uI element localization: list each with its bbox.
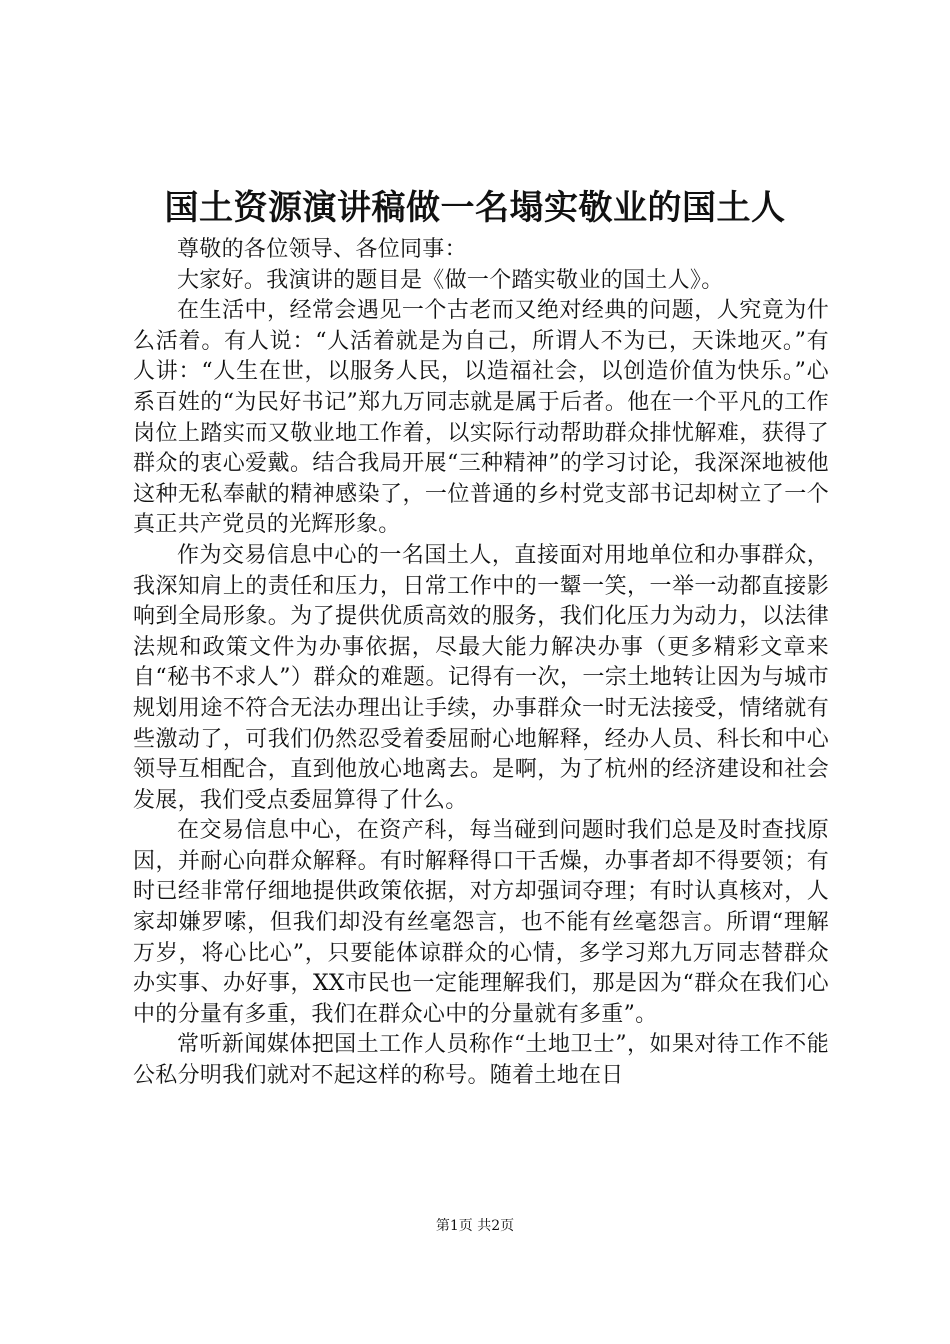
- document-title: 国土资源演讲稿做一名塌实敬业的国土人: [164, 188, 786, 228]
- body-paragraph: 在生活中，经常会遇见一个古老而又绝对经典的问题，人究竟为什么活着。有人说：“人活着就是为自己，所谓人不为已，天诛地灭。”有人讲：“人生在世，以服务人民，以造福社会，以创造价值为快乐。”心系百姓的“为民好书记”郑九万同志就是属于后者。他在一个平凡的工作岗位上踏实而又敬业地工作着，以实际行动帮助群众排忧解难，获得了群众的衷心爱戴。结合我局开展“三种精神”的学习讨论，我深深地被他这种无私奉献的精神感染了，一位普通的乡村党支部书记却树立了一个真正共产党员的光辉形象。: [133, 298, 829, 538]
- page-number-label: 第1页 共2页: [435, 1218, 515, 1234]
- document-body: [133, 235, 829, 1092]
- body-paragraph: 常听新闻媒体把国土工作人员称作“土地卫士”，如果对待工作不能公私分明我们就对不起这样的称号。随着土地在日: [133, 1032, 829, 1089]
- salutation-paragraph: 尊敬的各位领导、各位同事：: [177, 237, 467, 262]
- greeting-paragraph: 大家好。我演讲的题目是《做一个踏实敬业的国土人》。: [177, 267, 724, 293]
- body-paragraph: 作为交易信息中心的一名国土人，直接面对用地单位和办事群众，我深知肩上的责任和压力，日常工作中的一颦一笑，一举一动都直接影响到全局形象。为了提供优质高效的服务，我们化压力为动力，以法律法规和政策文件为办事依据，尽最大能力解决办事（更多精彩文章来自“秘书不求人”）群众的难题。记得有一次，一宗土地转让因为与城市规划用途不符合无法办理出让手续，办事群众一时无法接受，情绪就有些激动了，可我们仍然忍受着委屈耐心地解释，经办人员、科长和中心领导互相配合，直到他放心地离去。是啊，为了杭州的经济建设和社会发展，我们受点委屈算得了什么。: [133, 542, 829, 813]
- body-paragraph: 在交易信息中心，在资产科，每当碰到问题时我们总是及时查找原因，并耐心向群众解释。有时解释得口干舌燥，办事者却不得要领；有时已经非常仔细地提供政策依据，对方却强词夺理；有时认真核对，人家却嫌罗嗦，但我们却没有丝毫怨言，也不能有丝毫怨言。所谓“理解万岁，将心比心”，只要能体谅群众的心情，多学习郑九万同志替群众办实事、办好事，XX市民也一定能理解我们，那是因为“群众在我们心中的分量有多重，我们在群众心中的分量就有多重”。: [133, 818, 829, 1027]
- page-footer: [0, 1216, 950, 1236]
